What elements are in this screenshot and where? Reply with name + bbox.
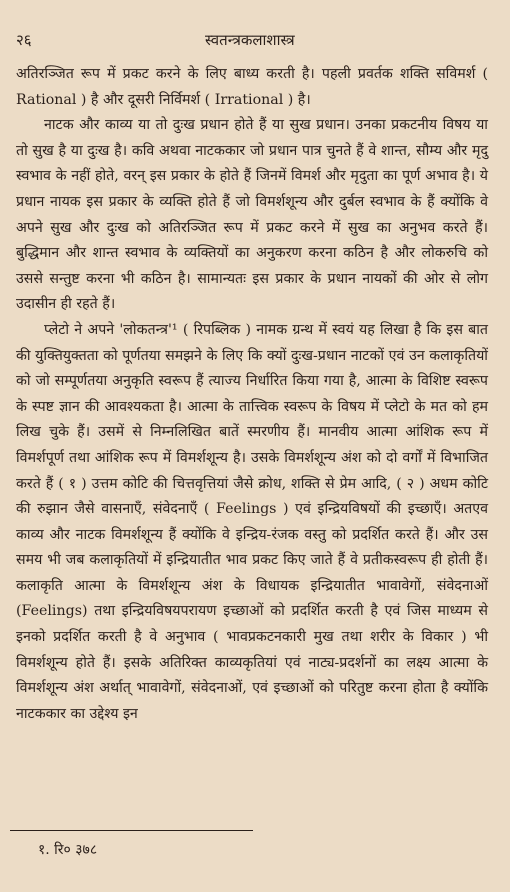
body-text bbox=[16, 62, 488, 727]
page-number: २६ bbox=[16, 31, 32, 49]
paragraph: नाटक और काव्य या तो दुःख प्रधान होते हैं या सुख प्रधान। उनका प्रकटनीय विषय या तो सुख है या दुःख है। कवि अथवा नाटककार जो प्रधान पात्र चुनते हैं वे शान्त, सौम्य और मृदु स्वभाव के नहीं होते, वरन् इस प्रकार के होते हैं जिनमें विमर्श और मृदुता का पूर्ण अभाव है। ये प्रधान नायक इस प्रकार के व्यक्ति होते हैं जो विमर्शशून्य और दुर्बल स्वभाव के हैं क्योंकि वे अपने सुख और दुःख को अतिरञ्जित रूप में प्रकट करने में सुख का अनुभव करते हैं। बुद्धिमान और शान्त स्वभाव के व्यक्तियों का अनुकरण करना कठिन है और लोकरुचि को उससे सन्तुष्ट करना भी कठिन है। सामान्यतः इस प्रकार के प्रधान नायकों की ओर से लोग उदासीन ही रहते हैं। bbox=[16, 117, 488, 313]
paragraph: प्लेटो ने अपने 'लोकतन्त्र'¹ ( रिपब्लिक ) नामक ग्रन्थ में स्वयं यह लिखा है कि इस बात की युक्तियुक्तता को पूर्णतया समझने के लिए कि क्यों दुःख-प्रधान नाटकों एवं उन कलाकृतियों को जो सम्पूर्णतया अनुकृति स्वरूप हैं त्याज्य निर्धारित किया गया है, आत्मा के विशिष्ट स्वरूप के स्पष्ट ज्ञान की आवश्यकता है। आत्मा के तात्त्विक स्वरूप के विषय में प्लेटो के मत को हम लिख चुके हैं। उसमें से निम्नलिखित बातें स्मरणीय हैं। मानवीय आत्मा आंशिक रूप में विमर्शपूर्ण तथा आंशिक रूप में विमर्शशून्य है। उसके विमर्शशून्य अंश को दो वर्गों में विभाजित करते हैं ( १ ) उत्तम कोटि की चित्तवृत्तियां जैसे क्रोध, शक्ति से प्रेम आदि, ( २ ) अधम कोटि की रुझान जैसे वासनाएँ, संवेदनाएँ ( Feelings ) एवं इन्द्रियविषयों की इच्छाएँ। अतएव काव्य और नाटक विमर्शशून्य हैं क्योंकि वे इन्द्रिय-रंजक वस्तु को प्रदर्शित करते हैं। और उस समय भी जब कलाकृतियों में इन्द्रियातीत भाव प्रकट किए जाते हैं वे प्रतीकस्वरूप ही होती हैं। कलाकृति आत्मा के विमर्शशून्य अंश के विधायक इन्द्रियातीत भावावेगों, संवेदनाओं (Feelings) तथा इन्द्रियविषयपरायण इच्छाओं को प्रदर्शित करती है एवं जिस माध्यम से इनको प्रदर्शित करती है वे अनुभाव ( भावप्रकटनकारी मुख तथा शरीर के विकार ) भी विमर्शशून्य होते हैं। इसके अतिरिक्त काव्यकृतियां एवं नाट्य-प्रदर्शनों का लक्ष्य आत्मा के विमर्शशून्य अंश अर्थात् भावावेगों, संवेदनाओं, एवं इच्छाओं को परितुष्ट करना होता है क्योंकि नाटककार का उद्देश्य इन bbox=[16, 321, 488, 722]
running-title: स्वतन्त्रकलाशास्त्र bbox=[204, 31, 295, 49]
footnote-rule bbox=[10, 830, 253, 831]
footnote: १. रि० ३७८ bbox=[38, 842, 98, 858]
running-header bbox=[16, 30, 488, 56]
paragraph: अतिरञ्जित रूप में प्रकट करने के लिए बाध्य करती है। पहली प्रवर्तक शक्ति सविमर्श ( Rational ) है और दूसरी निर्विमर्श ( Irrational ) है। bbox=[16, 66, 488, 108]
